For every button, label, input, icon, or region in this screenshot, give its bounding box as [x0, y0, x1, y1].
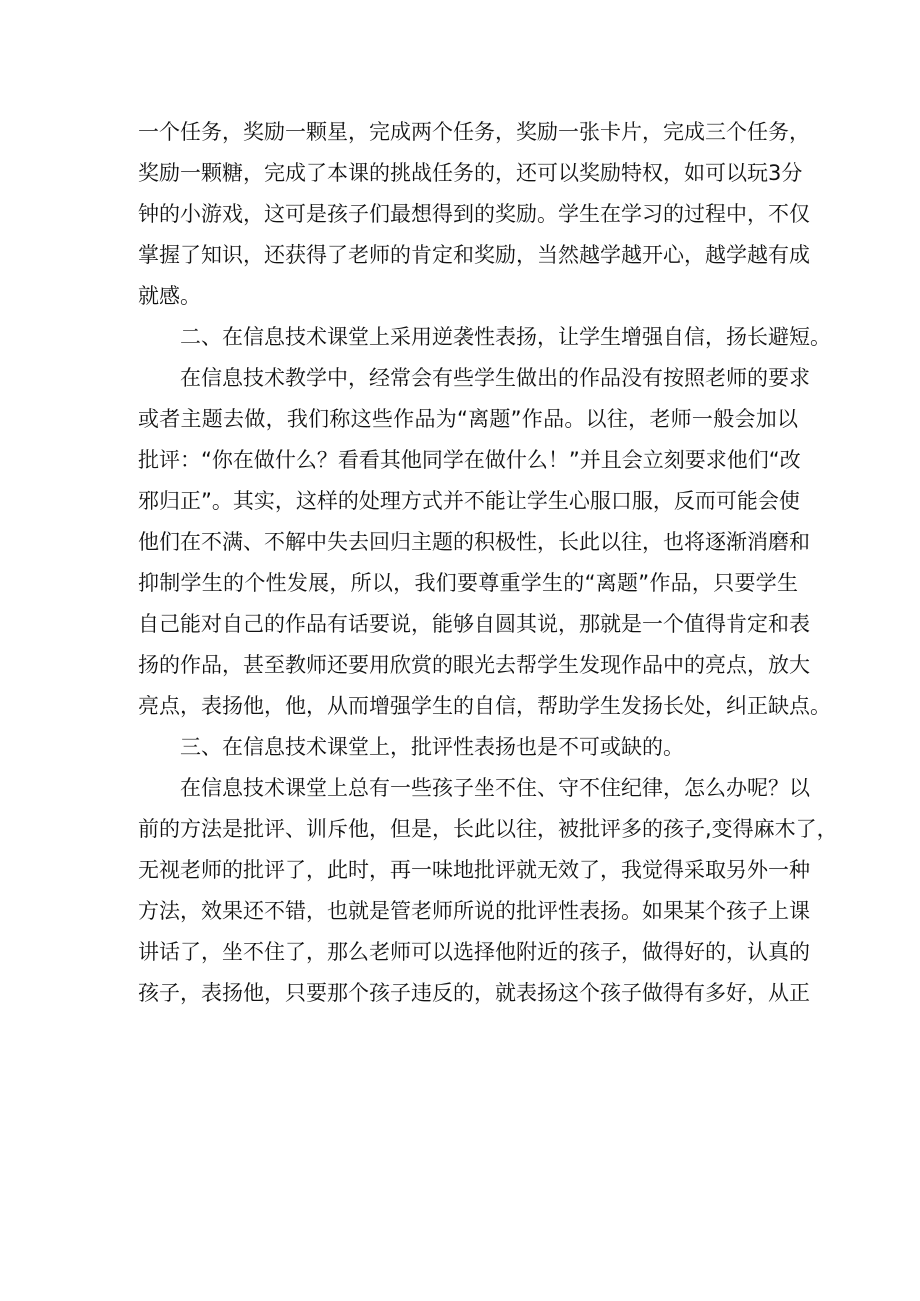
text-line: 无视老师的批评了，此时，再一味地批评就无效了，我觉得采取另外一种 [138, 858, 810, 882]
text-line: 钟的小游戏，这可是孩子们最想得到的奖励。学生在学习的过程中，不仅 [138, 202, 810, 226]
text-line: 抑制学生的个性发展，所以，我们要尊重学生的“离题”作品，只要学生 [138, 571, 798, 595]
body-text [138, 112, 838, 1014]
text-line: 孩子，表扬他，只要那个孩子违反的，就表扬这个孩子做得有多好，从正 [138, 981, 810, 1005]
text-line: 讲话了，坐不住了，那么老师可以选择他附近的孩子，做得好的，认真的 [138, 940, 810, 964]
text-line: 他们在不满、不解中失去回归主题的积极性，长此以往，也将逐渐消磨和 [138, 530, 810, 554]
text-line: 或者主题去做，我们称这些作品为“离题”作品。以往，老师一般会加以 [138, 407, 798, 431]
text-line: 一个任务，奖励一颗星，完成两个任务，奖励一张卡片，完成三个任务， [138, 120, 810, 144]
section-heading: 三、在信息技术课堂上，批评性表扬也是不可或缺的。 [138, 735, 684, 759]
text-line: 批评：“你在做什么？看看其他同学在做什么！”并且会立刻要求他们“改 [138, 448, 801, 472]
text-line: 方法，效果还不错，也就是管老师所说的批评性表扬。如果某个孩子上课 [138, 899, 810, 923]
text-line: 亮点，表扬他，他，从而增强学生的自信，帮助学生发扬长处，纠正缺点。 [138, 694, 831, 718]
text-line: 掌握了知识，还获得了老师的肯定和奖励，当然越学越开心，越学越有成 [138, 243, 810, 267]
text-line: 在信息技术教学中，经常会有些学生做出的作品没有按照老师的要求 [138, 366, 810, 390]
text-line: 在信息技术课堂上总有一些孩子坐不住、守不住纪律，怎么办呢？以 [138, 776, 810, 800]
text-line: 自己能对自己的作品有话要说，能够自圆其说，那就是一个值得肯定和表 [138, 612, 810, 636]
text-line: 奖励一颗糖，完成了本课的挑战任务的，还可以奖励特权，如可以玩3分 [138, 161, 803, 185]
text-line: 邪归正”。其实，这样的处理方式并不能让学生心服口服，反而可能会使 [138, 489, 800, 513]
text-line: 扬的作品，甚至教师还要用欣赏的眼光去帮学生发现作品中的亮点，放大 [138, 653, 810, 677]
text-line: 前的方法是批评、训斥他，但是，长此以往，被批评多的孩子,变得麻木了， [138, 817, 838, 841]
text-line: 就感。 [138, 284, 201, 308]
section-heading: 二、在信息技术课堂上采用逆袭性表扬，让学生增强自信，扬长避短。 [138, 325, 831, 349]
